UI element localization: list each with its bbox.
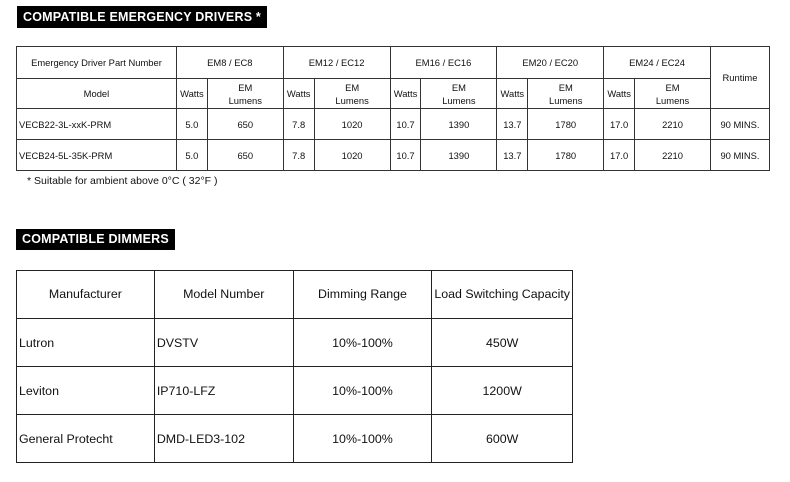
lumens-header [207,79,283,109]
load-capacity-cell: 1200W [432,367,573,415]
watts-header: Watts [283,79,314,109]
lumens-cell: 2210 [635,140,711,171]
load-capacity-header: Load Switching Capacity [432,271,573,319]
manufacturer-header: Manufacturer [17,271,155,319]
lumens-header-line1: EM [345,81,360,93]
lumens-cell: 1390 [421,109,497,140]
manufacturer-cell: General Protecht [17,415,155,463]
model-cell: VECB22-3L-xxK-PRM [17,109,177,140]
group-header: EM12 / EC12 [283,47,390,79]
emergency-drivers-banner: COMPATIBLE EMERGENCY DRIVERS * [17,6,267,28]
lumens-header-line1: EM [558,81,573,93]
ambient-note: * Suitable for ambient above 0°C ( 32°F ) [27,175,218,187]
dimming-range-cell: 10%-100% [293,319,432,367]
lumens-header-line2: Lumens [655,94,690,106]
lumens-cell: 1780 [528,109,604,140]
model-number-cell: DMD-LED3-102 [154,415,293,463]
watts-cell: 5.0 [176,140,207,171]
group-header: EM20 / EC20 [497,47,604,79]
group-header: EM24 / EC24 [604,47,711,79]
group-header: EM16 / EC16 [390,47,497,79]
runtime-cell: 90 MINS. [710,109,769,140]
watts-cell: 7.8 [283,140,314,171]
lumens-cell: 650 [207,140,283,171]
table-row [17,319,573,367]
dimming-range-cell: 10%-100% [293,415,432,463]
watts-cell: 10.7 [390,109,421,140]
model-header: Model [17,79,177,109]
watts-cell: 5.0 [176,109,207,140]
table-row [17,140,770,171]
watts-cell: 7.8 [283,109,314,140]
dimming-range-header: Dimming Range [293,271,432,319]
table-subheader-row [17,79,770,109]
model-cell: VECB24-5L-35K-PRM [17,140,177,171]
watts-header: Watts [390,79,421,109]
lumens-header-line1: EM [451,81,466,93]
lumens-header [314,79,390,109]
table-row [17,367,573,415]
lumens-header [421,79,497,109]
manufacturer-cell: Leviton [17,367,155,415]
lumens-header [528,79,604,109]
table-row [17,109,770,140]
lumens-header-line2: Lumens [335,94,369,106]
runtime-header: Runtime [710,47,769,109]
watts-cell: 13.7 [497,109,528,140]
lumens-header [635,79,711,109]
lumens-header-line2: Lumens [442,94,476,106]
table-header-row [17,271,573,319]
lumens-header-line2: Lumens [228,94,262,106]
part-number-header: Emergency Driver Part Number [17,47,177,79]
dimmers-banner: COMPATIBLE DIMMERS [16,229,175,250]
watts-cell: 10.7 [390,140,421,171]
dimmers-table [16,270,573,463]
lumens-cell: 650 [207,109,283,140]
lumens-header-line2: Lumens [549,94,583,106]
watts-header: Watts [604,79,635,109]
model-number-header: Model Number [154,271,293,319]
watts-cell: 17.0 [604,140,635,171]
lumens-header-line1: EM [665,81,680,93]
watts-cell: 13.7 [497,140,528,171]
model-number-cell: IP710-LFZ [154,367,293,415]
dimming-range-cell: 10%-100% [293,367,432,415]
load-capacity-cell: 450W [432,319,573,367]
group-header: EM8 / EC8 [176,47,283,79]
lumens-cell: 1020 [314,140,390,171]
lumens-cell: 2210 [635,109,711,140]
load-capacity-cell: 600W [432,415,573,463]
lumens-cell: 1020 [314,109,390,140]
emergency-drivers-table [16,46,770,171]
lumens-cell: 1390 [421,140,497,171]
manufacturer-cell: Lutron [17,319,155,367]
lumens-header-line1: EM [238,81,253,93]
model-number-cell: DVSTV [154,319,293,367]
runtime-cell: 90 MINS. [710,140,769,171]
watts-header: Watts [497,79,528,109]
watts-header: Watts [176,79,207,109]
lumens-cell: 1780 [528,140,604,171]
watts-cell: 17.0 [604,109,635,140]
table-row [17,415,573,463]
table-header-row [17,47,770,79]
